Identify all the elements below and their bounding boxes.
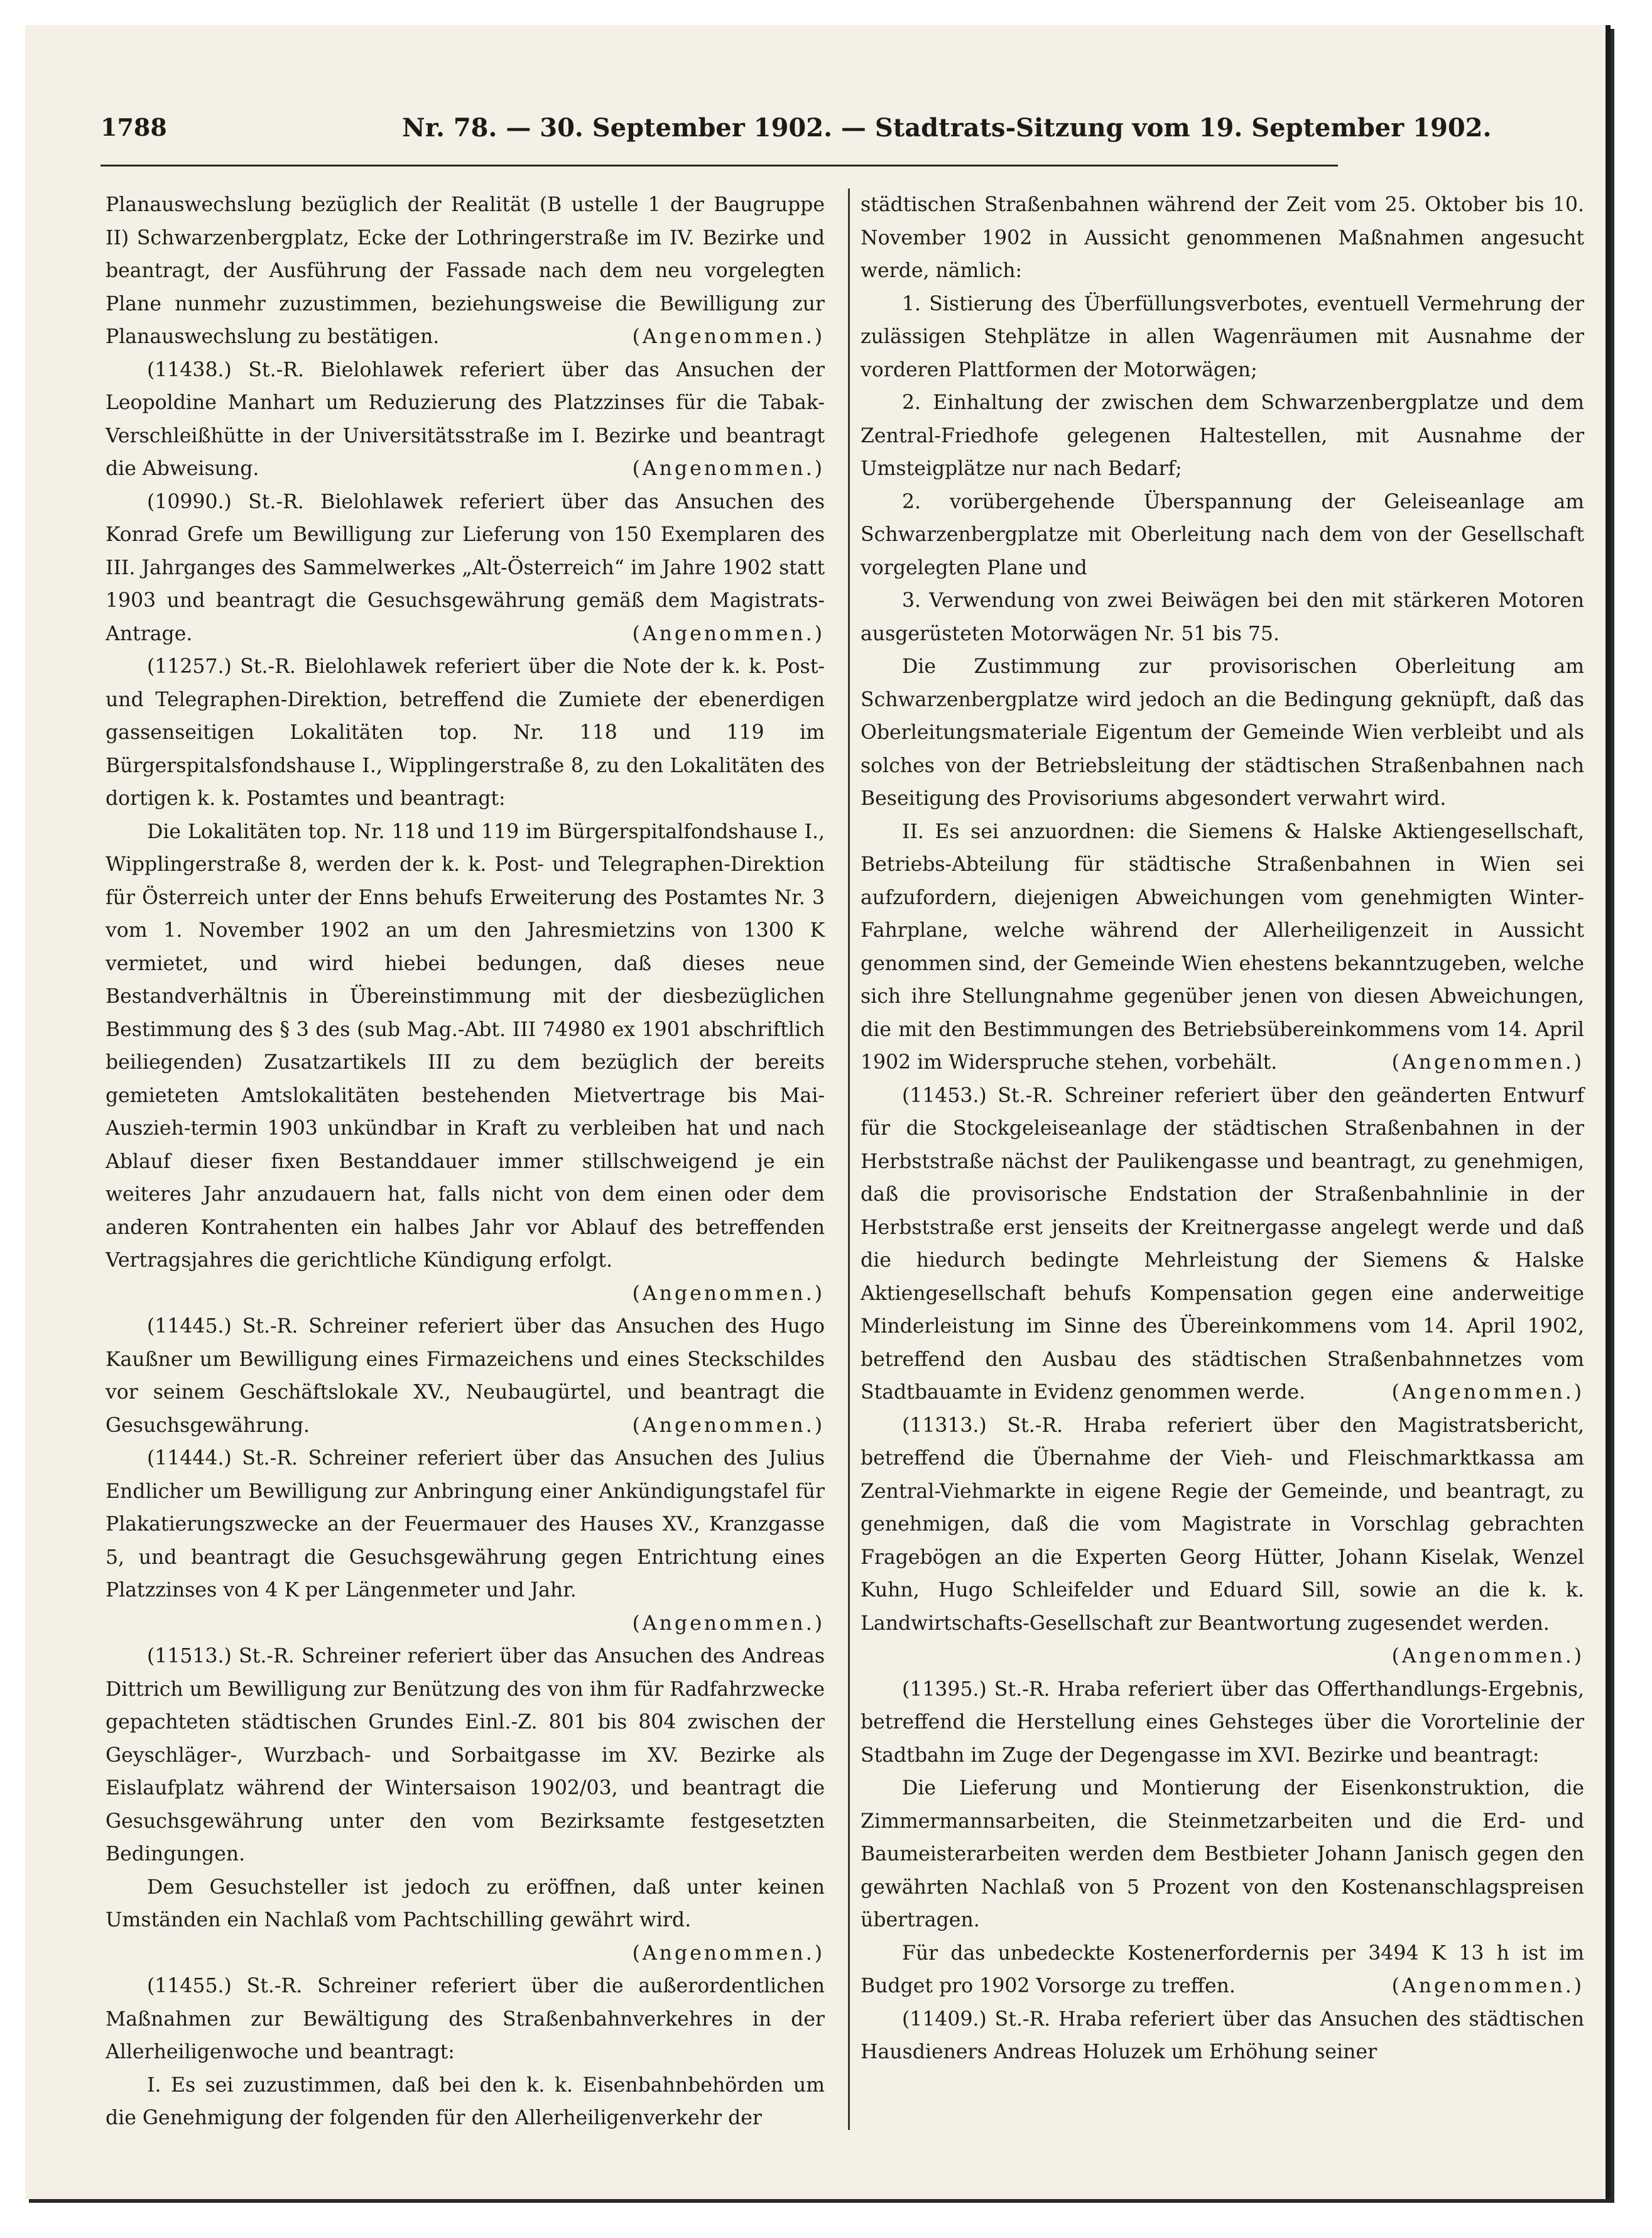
paragraph (861, 188, 1584, 288)
right-column (861, 188, 1584, 2069)
resolution-result: (Angenommen.) (1391, 1975, 1584, 1997)
paragraph (106, 1970, 825, 2069)
paragraph (861, 650, 1584, 816)
resolution-result: (Angenommen.) (1391, 1645, 1584, 1668)
paragraph (861, 486, 1584, 585)
paragraph-text: (11313.) St.-R. Hraba referiert über den Magistratsbericht, betreffend die Übernahme der Vieh- und Fleischmarktkassa am Zentral-Viehmarkte in eigene Regie der Gemeinde, und beantragt, zu genehmigen, daß die vom Magistrate in Vorschlag gebrachten Fragebögen an die Experten Georg Hütter, Johann Kiselak, Wenzel Kuhn, Hugo Schleifelder und Eduard Sill, sowie an die k. k. Landwirtschafts-Gesellschaft zur Beantwortung zugesendet werden. (861, 1414, 1584, 1635)
paragraph (861, 288, 1584, 387)
paragraph-text: (11445.) St.-R. Schreiner referiert über das Ansuchen des Hugo Kaußner um Bewilligung eines Firmazeichens und eines Steckschildes vor seinem Geschäftslokale XV., Neubaugürtel, und beantragt die Gesuchsgewährung. (106, 1315, 825, 1437)
paragraph (106, 816, 825, 1311)
paragraph (106, 354, 825, 486)
paragraph-text: II. Es sei anzuordnen: die Siemens & Halske Aktiengesellschaft, Betriebs-Abteilung für städtische Straßenbahnen in Wien sei aufzufordern, diejenigen Abweichungen vom genehmigten Winter-Fahrplane, welche während der Allerheiligenzeit in Aussicht genommen sind, der Gemeinde Wien ehestens bekanntzugeben, welche sich ihre Stellungnahme gegenüber jenen von diesen Abweichungen, die mit den Bestimmungen des Betriebsübereinkommens vom 14. April 1902 im Widerspruche stehen, vorbehält. (861, 820, 1584, 1074)
paragraph-text: 3. Verwendung von zwei Beiwägen bei den mit stärkeren Motoren ausgerüsteten Motorwägen Nr. 51 bis 75. (861, 589, 1584, 645)
paragraph-text: 1. Sistierung des Überfüllungsverbotes, eventuell Vermehrung der zulässigen Stehplätze in allen Wagenräumen mit Ausnahme der vorderen Plattformen der Motorwägen; (861, 292, 1584, 381)
paragraph (106, 650, 825, 816)
paragraph (861, 1937, 1584, 2003)
paragraph (106, 2069, 825, 2135)
paragraph-text: (11453.) St.-R. Schreiner referiert über den geänderten Entwurf für die Stockgeleiseanlage der städtischen Straßenbahnen in der Herbststraße nächst der Paulikengasse und beantragt, zu genehmigen, daß die provisorische Endstation der Straßenbahnlinie in der Herbststraße erst jenseits der Kreitnergasse angelegt werde und daß die hiedurch bedingte Mehrleistung der Siemens & Halske Aktiengesellschaft behufs Kompensation gegen eine anderweitige Minderleistung im Sinne des Übereinkommens vom 14. April 1902, betreffend den Ausbau des städtischen Straßenbahnnetzes vom Stadtbauamte in Evidenz genommen werde. (861, 1084, 1584, 1404)
paragraph-text: 2. vorübergehende Überspannung der Geleiseanlage am Schwarzenbergplatze mit Oberleitung nach dem von der Gesellschaft vorgelegten Plane und (861, 490, 1584, 579)
paragraph-text: (11513.) St.-R. Schreiner referiert über das Ansuchen des Andreas Dittrich um Bewilligung zur Benützung des von ihm für Radfahrzwecke gepachteten städtischen Grundes Einl.-Z. 801 bis 804 zwischen der Geyschläger-, Wurzbach- und Sorbaitgasse im XV. Bezirke als Eislaufplatz während der Wintersaison 1902/03, und beantragt die Gesuchsgewährung unter den vom Bezirksamte festgesetzten Bedingungen. (106, 1645, 825, 1865)
paragraph-text: (11409.) St.-R. Hraba referiert über das Ansuchen des städtischen Hausdieners Andreas Holuzek um Erhöhung seiner (861, 2007, 1584, 2063)
resolution-result: (Angenommen.) (632, 1612, 825, 1635)
paragraph-text: Die Lieferung und Montierung der Eisenkonstruktion, die Zimmermannsarbeiten, die Steinmetzarbeiten und die Erd- und Baumeisterarbeiten werden dem Bestbieter Johann Janisch gegen den gewährten Nachlaß von 5 Prozent von den Kostenanschlagspreisen übertragen. (861, 1777, 1584, 1931)
paragraph (106, 486, 825, 651)
page-number: 1788 (101, 113, 167, 141)
paragraph (106, 1442, 825, 1607)
paragraph-text: (11455.) St.-R. Schreiner referiert über die außerordentlichen Maßnahmen zur Bewältigung des Straßenbahnverkehres in der Allerheiligenwoche und beantragt: (106, 1975, 825, 2063)
paragraph (861, 1079, 1584, 1409)
resolution-result: (Angenommen.) (632, 1941, 825, 1965)
paragraph (861, 816, 1584, 1079)
paragraph (861, 1409, 1584, 1640)
resolution-result: (Angenommen.) (1391, 1051, 1584, 1074)
paragraph-text: (10990.) St.-R. Bielohlawek referiert über das Ansuchen des Konrad Grefe um Bewilligung zur Lieferung von 150 Exemplaren des III. Jahrganges des Sammelwerkes „Alt-Österreich“ im Jahre 1902 statt 1903 und beantragt die Gesuchsgewährung gemäß dem Magistrats-Antrage. (106, 490, 825, 645)
paragraph (861, 1673, 1584, 1772)
paragraph (106, 1640, 825, 1871)
paragraph-text: I. Es sei zuzustimmen, daß bei den k. k. Eisenbahnbehörden um die Genehmigung der folgenden für den Allerheiligenverkehr der (106, 2073, 825, 2129)
paragraph-text: Die Zustimmung zur provisorischen Oberleitung am Schwarzenbergplatze wird jedoch an die Bedingung geknüpft, daß das Oberleitungsmateriale Eigentum der Gemeinde Wien verbleibt und als solches von der Betriebsleitung der städtischen Straßenbahnen nach Beseitigung des Provisoriums abgesondert verwahrt wird. (861, 655, 1584, 810)
paragraph (861, 1772, 1584, 1937)
paragraph-text: (11395.) St.-R. Hraba referiert über das Offerthandlungs-Ergebnis, betreffend die Herstellung eines Gehsteges über die Vorortelinie der Stadtbahn im Zuge der Degengasse im XVI. Bezirke und beantragt: (861, 1678, 1584, 1767)
page-header (101, 113, 1492, 157)
paragraph (861, 386, 1584, 486)
paragraph (106, 1871, 825, 1937)
paragraph (861, 584, 1584, 650)
resolution-result: (Angenommen.) (632, 457, 825, 480)
resolution-result: (Angenommen.) (1391, 1381, 1584, 1404)
paragraph-text: (11444.) St.-R. Schreiner referiert über das Ansuchen des Julius Endlicher um Bewilligung zur Anbringung einer Ankündigungstafel für Plakatierungszwecke an der Feuermauer des Hauses XV., Kranzgasse 5, und beantragt die Gesuchsgewährung gegen Entrichtung eines Platzzinses von 4 K per Längenmeter und Jahr. (106, 1447, 825, 1602)
resolution-result: (Angenommen.) (632, 325, 825, 348)
paragraph-text: (11438.) St.-R. Bielohlawek referiert über das Ansuchen der Leopoldine Manhart um Reduzierung des Platzzinses für die Tabak-Verschleißhütte in der Universitätsstraße im I. Bezirke und beantragt die Abweisung. (106, 358, 825, 480)
running-title: Nr. 78. — 30. September 1902. — Stadtrats-Sitzung vom 19. September 1902. (402, 113, 1492, 143)
paragraph (861, 2003, 1584, 2069)
paragraph (106, 1310, 825, 1442)
resolution-result: (Angenommen.) (632, 1414, 825, 1437)
paragraph-text: (11257.) St.-R. Bielohlawek referiert über die Note der k. k. Post- und Telegraphen-Direktion, betreffend die Zumiete der ebenerdigen gassenseitigen Lokalitäten top. Nr. 118 und 119 im Bürgerspitalsfondshause I., Wipplingerstraße 8, zu den Lokalitäten des dortigen k. k. Postamtes und beantragt: (106, 655, 825, 810)
column-divider (848, 188, 850, 2130)
resolution-result: (Angenommen.) (632, 622, 825, 645)
resolution-result: (Angenommen.) (632, 1282, 825, 1305)
paragraph-text: Für das unbedeckte Kostenerfordernis per 3494 K 13 h ist im Budget pro 1902 Vorsorge zu treffen. (861, 1941, 1584, 1997)
paragraph-text: städtischen Straßenbahnen während der Zeit vom 25. Oktober bis 10. November 1902 in Aussicht genommenen Maßnahmen angesucht werde, nämlich: (861, 194, 1584, 282)
left-column (106, 188, 825, 2135)
paragraph-text: 2. Einhaltung der zwischen dem Schwarzenbergplatze und dem Zentral-Friedhofe gelegenen Haltestellen, mit Ausnahme der Umsteigplätze nur nach Bedarf; (861, 391, 1584, 480)
paragraph-text: Planauswechslung bezüglich der Realität (B ustelle 1 der Baugruppe II) Schwarzenbergplatz, Ecke der Lothringerstraße im IV. Bezirke und beantragt, der Ausführung der Fassade nach dem neu vorgelegten Plane nunmehr zuzustimmen, beziehungsweise die Bewilligung zur Planauswechslung zu bestätigen. (106, 194, 825, 348)
header-rule (101, 165, 1338, 166)
paragraph-text: Die Lokalitäten top. Nr. 118 und 119 im Bürgerspitalfondshause I., Wipplingerstraße 8, werden der k. k. Post- und Telegraphen-Direktion für Österreich unter der Enns behufs Erweiterung des Postamtes Nr. 3 vom 1. November 1902 an um den Jahresmietzins von 1300 K vermietet, und wird hiebei bedungen, daß dieses neue Bestandverhältnis in Übereinstimmung mit der diesbezüglichen Bestimmung des § 3 des (sub Mag.-Abt. III 74980 ex 1901 abschriftlich beiliegenden) Zusatzartikels III zu dem bezüglich der bereits gemieteten Amtslokalitäten bestehenden Mietvertrage bis Mai-Auszieh-termin 1903 unkündbar in Kraft zu verbleiben hat und nach Ablauf dieser fixen Bestanddauer immer stillschweigend je ein weiteres Jahr anzudauern hat, falls nicht von dem einen oder dem anderen Kontrahenten ein halbes Jahr vor Ablauf des betreffenden Vertragsjahres die gerichtliche Kündigung erfolgt. (106, 820, 825, 1272)
paragraph (106, 188, 825, 354)
paragraph-text: Dem Gesuchsteller ist jedoch zu eröffnen, daß unter keinen Umständen ein Nachlaß vom Pachtschilling gewährt wird. (106, 1875, 825, 1931)
